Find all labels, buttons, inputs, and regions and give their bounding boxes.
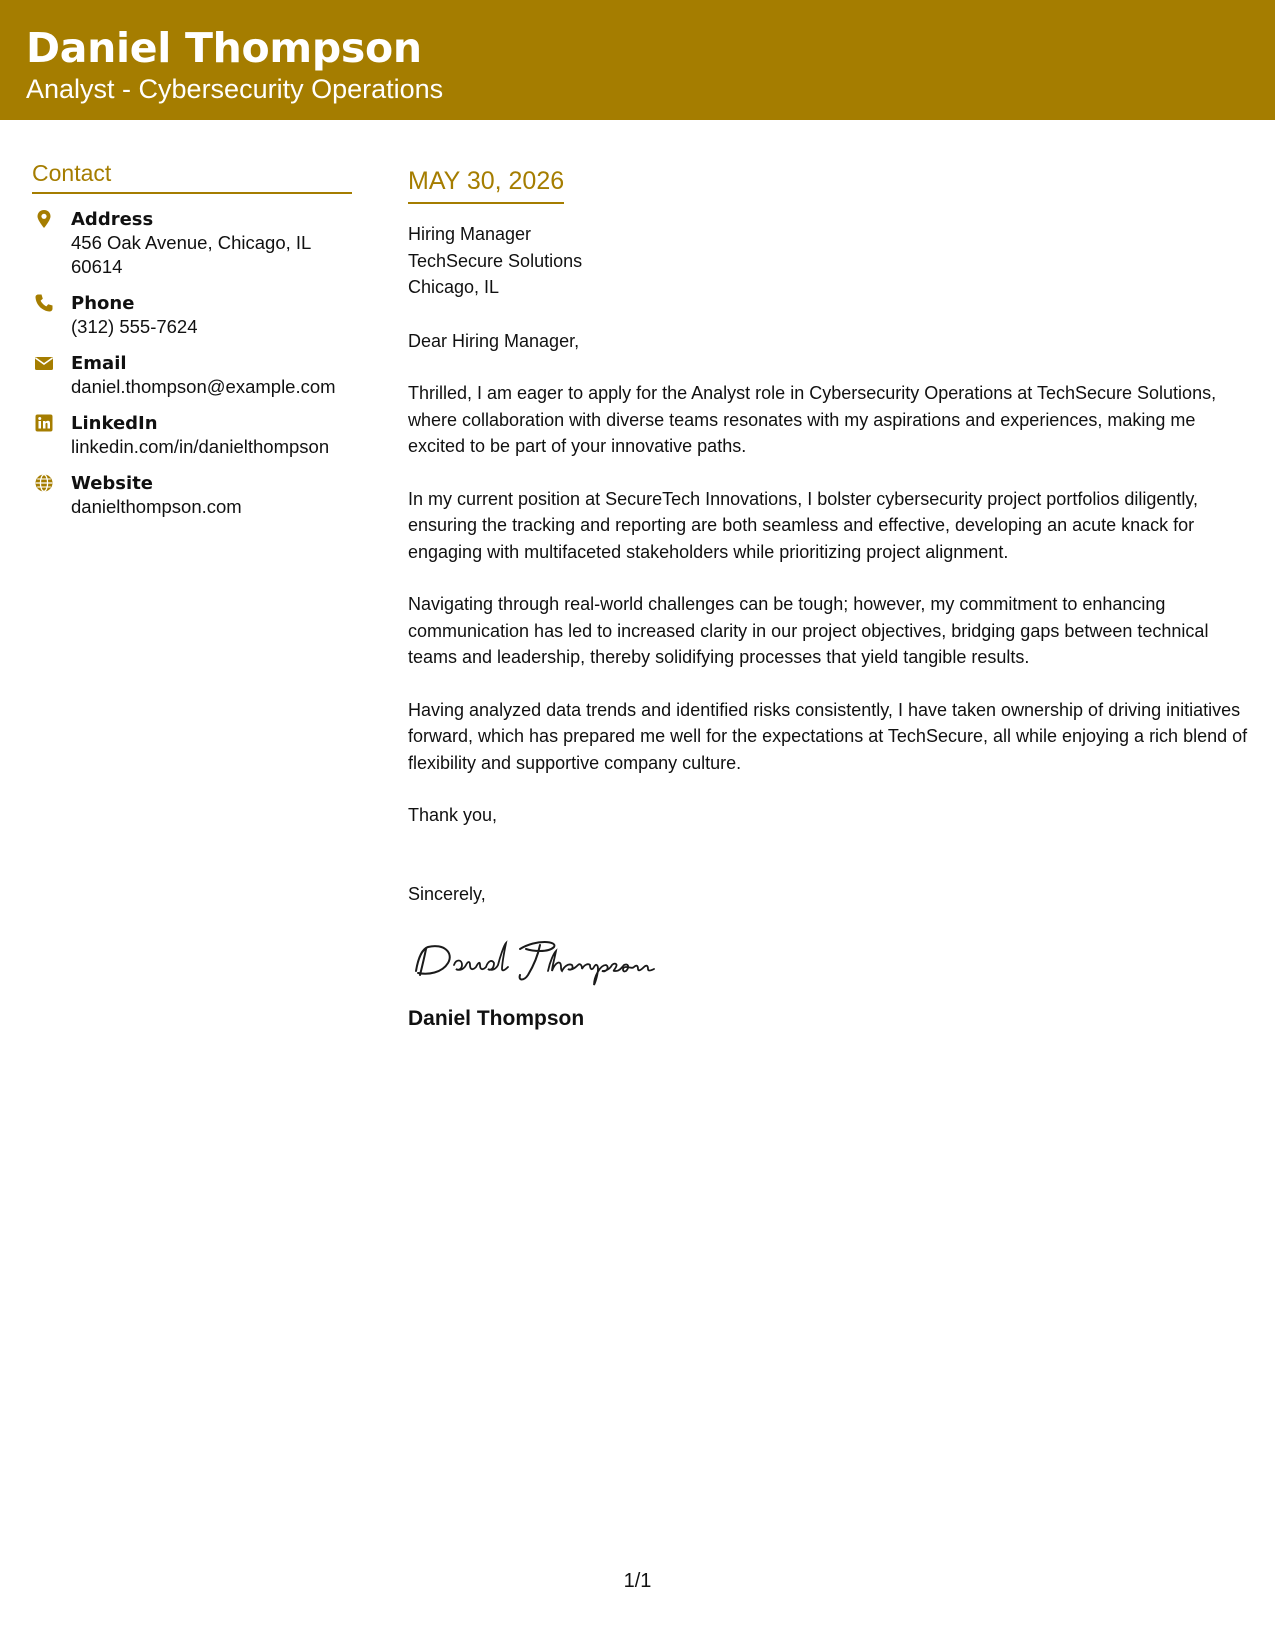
signer-name: Daniel Thompson xyxy=(408,1007,585,1030)
body-paragraph: Having analyzed data trends and identified risks consistently, I have taken ownership of driving initiatives forward, which has prepared me well for the expectations at TechSecure, all while enjoying a rich blend of flexibility and supportive company culture. xyxy=(408,699,1248,773)
linkedin-label: LinkedIn xyxy=(71,413,158,434)
letter-body xyxy=(408,166,1253,1033)
website-label: Website xyxy=(71,473,154,494)
header-band xyxy=(0,0,1275,120)
map-pin-icon xyxy=(34,209,54,229)
body-paragraph: Navigating through real-world challenges can be tough; however, my commitment to enhancing communication has led to increased clarity in our project objectives, bridging gaps between technical teams and leadership, thereby solidifying processes that yield tangible results. xyxy=(408,594,1209,667)
letter-date: MAY 30, 2026 xyxy=(408,166,564,204)
contact-sidebar xyxy=(32,160,352,532)
address-label: Address xyxy=(71,209,154,230)
body-paragraph: Thrilled, I am eager to apply for the Analyst role in Cybersecurity Operations at TechSecure Solutions, where collaboration with diverse teams resonates with my aspirations and experiences, making me excited to be part of your innovative paths. xyxy=(408,383,1217,456)
address-value: 456 Oak Avenue, Chicago, IL 60614 xyxy=(71,232,311,277)
recipient-line: Hiring Manager xyxy=(408,224,532,244)
contact-linkedin xyxy=(32,412,352,459)
linkedin-icon xyxy=(34,413,54,433)
closing-line: Sincerely, xyxy=(408,883,486,904)
recipient-block xyxy=(408,221,1253,301)
linkedin-value[interactable]: linkedin.com/in/danielthompson xyxy=(71,436,330,457)
website-value[interactable]: danielthompson.com xyxy=(71,496,242,517)
email-label: Email xyxy=(71,353,127,374)
phone-label: Phone xyxy=(71,293,135,314)
globe-icon xyxy=(34,473,54,493)
salutation: Dear Hiring Manager, xyxy=(408,330,580,351)
phone-icon xyxy=(34,293,54,313)
phone-value: (312) 555-7624 xyxy=(71,316,198,337)
envelope-icon xyxy=(34,353,54,373)
body-paragraph: In my current position at SecureTech Innovations, I bolster cybersecurity project portfolios diligently, ensuring the tracking and reporting are both seamless and effective, developing an acute knack for engaging with multifaceted stakeholders while prioritizing project alignment. xyxy=(408,488,1199,562)
applicant-role: Analyst - Cybersecurity Operations xyxy=(26,74,444,104)
recipient-line: Chicago, IL xyxy=(408,277,500,297)
contact-website xyxy=(32,472,352,519)
handwritten-signature xyxy=(408,931,668,991)
thanks-line: Thank you, xyxy=(408,805,498,825)
contact-phone xyxy=(32,292,352,339)
page-number: 1/1 xyxy=(623,1570,652,1592)
applicant-name: Daniel Thompson xyxy=(26,24,422,72)
recipient-line: TechSecure Solutions xyxy=(408,250,583,271)
contact-email xyxy=(32,352,352,399)
contact-heading: Contact xyxy=(32,160,352,194)
email-value[interactable]: daniel.thompson@example.com xyxy=(71,376,336,397)
contact-address xyxy=(32,208,352,279)
